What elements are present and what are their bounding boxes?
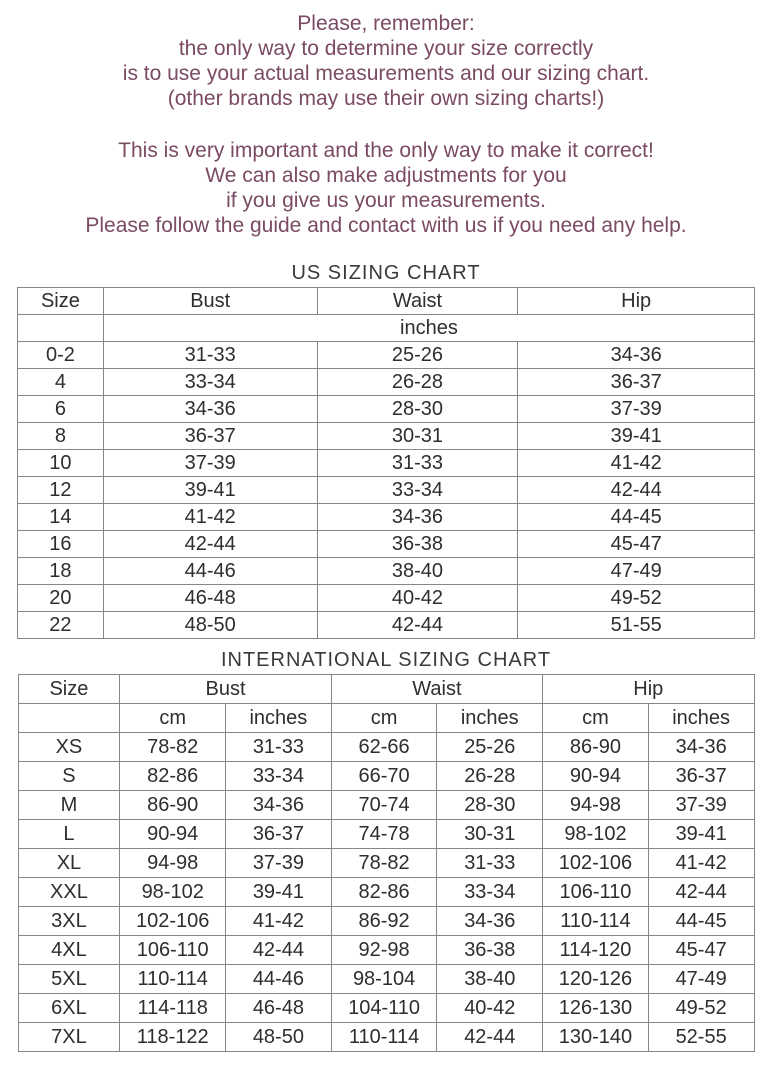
measurement-cell: 34-36 [648, 733, 754, 762]
measurement-cell: 39-41 [103, 477, 317, 504]
measurement-cell: 110-114 [543, 907, 649, 936]
measurement-cell: 86-90 [543, 733, 649, 762]
measurement-cell: 47-49 [648, 965, 754, 994]
us-units-row [18, 315, 755, 342]
size-cell: 3XL [18, 907, 120, 936]
measurement-cell: 98-102 [120, 878, 226, 907]
measurement-cell: 36-37 [103, 423, 317, 450]
measurement-cell: 33-34 [103, 369, 317, 396]
intro-line: Please follow the guide and contact with us if you need any help. [85, 214, 687, 237]
measurement-cell: 34-36 [103, 396, 317, 423]
measurement-cell: 114-118 [120, 994, 226, 1023]
size-cell: 4 [18, 369, 104, 396]
measurement-cell: 130-140 [543, 1023, 649, 1052]
measurement-cell: 92-98 [331, 936, 437, 965]
measurement-cell: 37-39 [518, 396, 755, 423]
measurement-cell: 42-44 [226, 936, 332, 965]
measurement-cell: 90-94 [543, 762, 649, 791]
table-row [18, 907, 754, 936]
measurement-cell: 70-74 [331, 791, 437, 820]
size-cell: 20 [18, 585, 104, 612]
measurement-cell: 28-30 [437, 791, 543, 820]
intro-line: Please, remember: [297, 12, 475, 35]
table-row [18, 504, 755, 531]
size-cell: 6 [18, 396, 104, 423]
measurement-cell: 110-114 [120, 965, 226, 994]
table-row [18, 342, 755, 369]
measurement-cell: 90-94 [120, 820, 226, 849]
measurement-cell: 120-126 [543, 965, 649, 994]
measurement-cell: 66-70 [331, 762, 437, 791]
size-cell: 22 [18, 612, 104, 639]
us-chart-title: US SIZING CHART [291, 262, 481, 284]
measurement-cell: 44-46 [103, 558, 317, 585]
measurement-cell: 33-34 [226, 762, 332, 791]
measurement-cell: 33-34 [437, 878, 543, 907]
measurement-cell: 36-38 [437, 936, 543, 965]
measurement-cell: 39-41 [226, 878, 332, 907]
measurement-cell: 49-52 [518, 585, 755, 612]
us-col-header-waist: Waist [317, 288, 518, 315]
intro-line: the only way to determine your size correctly [178, 37, 594, 60]
international-sizing-table [18, 674, 755, 1052]
measurement-cell: 26-28 [437, 762, 543, 791]
measurement-cell: 42-44 [518, 477, 755, 504]
measurement-cell: 102-106 [120, 907, 226, 936]
intl-col-header-waist: Waist [331, 675, 542, 704]
measurement-cell: 36-37 [648, 762, 754, 791]
intl-units-hip-inches: inches [648, 704, 754, 733]
measurement-cell: 49-52 [648, 994, 754, 1023]
intl-col-header-size: Size [18, 675, 120, 704]
measurement-cell: 34-36 [518, 342, 755, 369]
intro-line: We can also make adjustments for you [205, 164, 567, 187]
measurement-cell: 41-42 [103, 504, 317, 531]
measurement-cell: 39-41 [648, 820, 754, 849]
us-table-body [18, 342, 755, 639]
measurement-cell: 52-55 [648, 1023, 754, 1052]
measurement-cell: 86-92 [331, 907, 437, 936]
size-cell: 10 [18, 450, 104, 477]
measurement-cell: 46-48 [103, 585, 317, 612]
size-cell: 6XL [18, 994, 120, 1023]
measurement-cell: 94-98 [543, 791, 649, 820]
intl-header-row [18, 675, 754, 704]
measurement-cell: 25-26 [317, 342, 518, 369]
measurement-cell: 41-42 [648, 849, 754, 878]
measurement-cell: 31-33 [103, 342, 317, 369]
measurement-cell: 126-130 [543, 994, 649, 1023]
measurement-cell: 104-110 [331, 994, 437, 1023]
size-cell: 5XL [18, 965, 120, 994]
table-row [18, 791, 754, 820]
measurement-cell: 82-86 [120, 762, 226, 791]
measurement-cell: 38-40 [317, 558, 518, 585]
measurement-cell: 26-28 [317, 369, 518, 396]
table-row [18, 396, 755, 423]
measurement-cell: 46-48 [226, 994, 332, 1023]
size-cell: 14 [18, 504, 104, 531]
measurement-cell: 40-42 [317, 585, 518, 612]
measurement-cell: 30-31 [317, 423, 518, 450]
measurement-cell: 86-90 [120, 791, 226, 820]
international-chart-title: INTERNATIONAL SIZING CHART [220, 649, 552, 671]
intl-col-header-hip: Hip [543, 675, 754, 704]
intl-col-header-bust: Bust [120, 675, 331, 704]
us-sizing-table [17, 287, 755, 639]
size-cell: 16 [18, 531, 104, 558]
table-row [18, 762, 754, 791]
measurement-cell: 74-78 [331, 820, 437, 849]
us-header-row [18, 288, 755, 315]
measurement-cell: 36-38 [317, 531, 518, 558]
size-cell: M [18, 791, 120, 820]
us-units-empty-cell [18, 315, 104, 342]
table-row [18, 820, 754, 849]
table-row [18, 531, 755, 558]
table-row [18, 612, 755, 639]
measurement-cell: 106-110 [120, 936, 226, 965]
measurement-cell: 110-114 [331, 1023, 437, 1052]
measurement-cell: 78-82 [120, 733, 226, 762]
intro-line: if you give us your measurements. [226, 189, 546, 212]
intro-note-measure [0, 0, 772, 111]
measurement-cell: 41-42 [518, 450, 755, 477]
intro-note-important [0, 138, 772, 238]
intl-units-row [18, 704, 754, 733]
measurement-cell: 33-34 [317, 477, 518, 504]
size-cell: 0-2 [18, 342, 104, 369]
measurement-cell: 48-50 [226, 1023, 332, 1052]
measurement-cell: 44-45 [518, 504, 755, 531]
measurement-cell: 102-106 [543, 849, 649, 878]
size-cell: 4XL [18, 936, 120, 965]
measurement-cell: 34-36 [226, 791, 332, 820]
intl-units-bust-cm: cm [120, 704, 226, 733]
intl-units-hip-cm: cm [543, 704, 649, 733]
table-row [18, 558, 755, 585]
measurement-cell: 36-37 [226, 820, 332, 849]
measurement-cell: 98-102 [543, 820, 649, 849]
measurement-cell: 82-86 [331, 878, 437, 907]
measurement-cell: 36-37 [518, 369, 755, 396]
size-cell: XXL [18, 878, 120, 907]
intro-line: This is very important and the only way to make it correct! [118, 139, 654, 162]
measurement-cell: 40-42 [437, 994, 543, 1023]
intro-line: is to use your actual measurements and our sizing chart. [122, 62, 650, 85]
measurement-cell: 37-39 [103, 450, 317, 477]
table-row [18, 477, 755, 504]
measurement-cell: 28-30 [317, 396, 518, 423]
measurement-cell: 42-44 [437, 1023, 543, 1052]
table-row [18, 423, 755, 450]
size-cell: 8 [18, 423, 104, 450]
measurement-cell: 44-45 [648, 907, 754, 936]
measurement-cell: 42-44 [648, 878, 754, 907]
measurement-cell: 51-55 [518, 612, 755, 639]
table-row [18, 450, 755, 477]
measurement-cell: 106-110 [543, 878, 649, 907]
size-cell: 18 [18, 558, 104, 585]
us-col-header-size: Size [18, 288, 104, 315]
measurement-cell: 34-36 [317, 504, 518, 531]
table-row [18, 936, 754, 965]
measurement-cell: 42-44 [317, 612, 518, 639]
measurement-cell: 39-41 [518, 423, 755, 450]
intl-table-body [18, 733, 754, 1052]
intl-units-waist-inches: inches [437, 704, 543, 733]
intro-line: (other brands may use their own sizing charts!) [167, 87, 605, 110]
measurement-cell: 37-39 [648, 791, 754, 820]
size-cell: S [18, 762, 120, 791]
table-row [18, 965, 754, 994]
measurement-cell: 94-98 [120, 849, 226, 878]
measurement-cell: 78-82 [331, 849, 437, 878]
measurement-cell: 31-33 [226, 733, 332, 762]
size-cell: 12 [18, 477, 104, 504]
size-cell: XL [18, 849, 120, 878]
table-row [18, 878, 754, 907]
measurement-cell: 48-50 [103, 612, 317, 639]
intl-units-waist-cm: cm [331, 704, 437, 733]
intl-units-bust-inches: inches [226, 704, 332, 733]
measurement-cell: 31-33 [437, 849, 543, 878]
measurement-cell: 38-40 [437, 965, 543, 994]
measurement-cell: 44-46 [226, 965, 332, 994]
table-row [18, 585, 755, 612]
table-row [18, 369, 755, 396]
measurement-cell: 31-33 [317, 450, 518, 477]
measurement-cell: 34-36 [437, 907, 543, 936]
measurement-cell: 41-42 [226, 907, 332, 936]
intl-units-empty-cell [18, 704, 120, 733]
measurement-cell: 114-120 [543, 936, 649, 965]
measurement-cell: 62-66 [331, 733, 437, 762]
size-cell: XS [18, 733, 120, 762]
table-row [18, 733, 754, 762]
size-cell: L [18, 820, 120, 849]
measurement-cell: 45-47 [648, 936, 754, 965]
us-units-label: inches [103, 315, 754, 342]
measurement-cell: 98-104 [331, 965, 437, 994]
measurement-cell: 30-31 [437, 820, 543, 849]
us-col-header-hip: Hip [518, 288, 755, 315]
us-col-header-bust: Bust [103, 288, 317, 315]
table-row [18, 994, 754, 1023]
size-cell: 7XL [18, 1023, 120, 1052]
measurement-cell: 25-26 [437, 733, 543, 762]
measurement-cell: 47-49 [518, 558, 755, 585]
table-row [18, 849, 754, 878]
measurement-cell: 37-39 [226, 849, 332, 878]
measurement-cell: 42-44 [103, 531, 317, 558]
measurement-cell: 45-47 [518, 531, 755, 558]
table-row [18, 1023, 754, 1052]
measurement-cell: 118-122 [120, 1023, 226, 1052]
